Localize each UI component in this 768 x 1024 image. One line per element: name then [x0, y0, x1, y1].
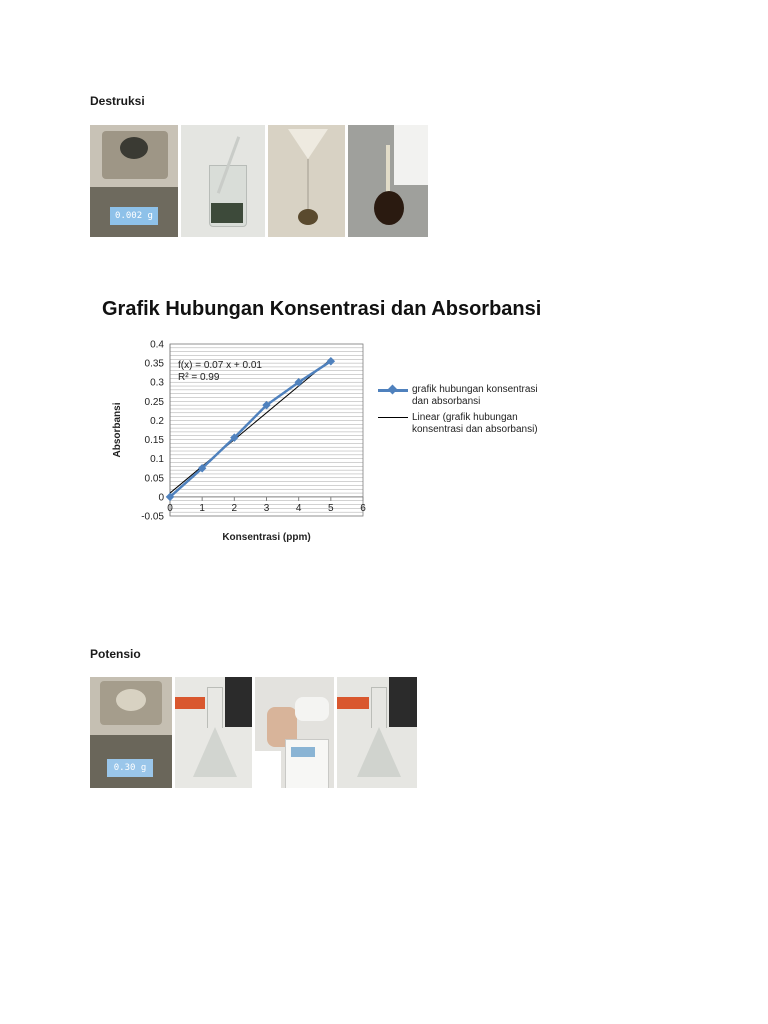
x-tick-label: 6: [360, 502, 366, 514]
photo-row-destruksi: [90, 125, 428, 237]
y-tick-label: 0.05: [144, 473, 164, 485]
y-tick-label: 0: [158, 492, 164, 504]
photo-erlenmeyer-flask-2: [337, 677, 417, 788]
chart-legend: [378, 384, 542, 440]
absorbance-chart: [100, 330, 370, 550]
y-tick-label: 0.25: [144, 396, 164, 408]
y-axis-label: Absorbansi: [112, 402, 123, 458]
legend-label-series: grafik hubungan konsentrasi dan absorbansi: [412, 384, 538, 407]
regression-annotation: f(x) = 0.07 x + 0.01: [178, 360, 262, 371]
photo-erlenmeyer-flask: [175, 677, 252, 788]
y-tick-label: 0.1: [150, 454, 164, 466]
x-tick-label: 5: [328, 502, 334, 514]
x-axis-label: Konsentrasi (ppm): [222, 532, 311, 543]
y-tick-label: 0.15: [144, 435, 164, 447]
y-tick-label: 0.3: [150, 377, 164, 389]
x-tick-label: 2: [231, 502, 238, 514]
legend-marker-series: [378, 384, 408, 396]
photo-analytical-balance: [90, 125, 178, 237]
x-tick-label: 3: [263, 502, 270, 514]
photo-ph-meter: [255, 677, 334, 788]
legend-marker-trendline: [378, 412, 408, 424]
balance-display-2: 0.30 g: [107, 759, 153, 777]
photo-funnel-filtering: [268, 125, 345, 237]
legend-label-trendline: Linear (grafik hubungan konsentrasi dan absorbansi): [412, 412, 538, 435]
balance-display: 0.002 g: [110, 207, 158, 225]
chart-title: Grafik Hubungan Konsentrasi dan Absorbansi: [102, 298, 542, 320]
x-tick-label: 0: [167, 502, 173, 514]
regression-annotation: R² = 0.99: [178, 372, 220, 383]
x-tick-label: 4: [295, 502, 302, 514]
legend-item-trendline: [378, 412, 542, 436]
legend-item-series: [378, 384, 542, 408]
y-tick-label: 0.2: [150, 415, 164, 427]
photo-beaker-sample: [181, 125, 265, 237]
y-tick-label: 0.35: [144, 358, 164, 370]
y-tick-label: -0.05: [141, 511, 164, 523]
photo-analytical-balance-2: [90, 677, 172, 788]
section-heading-destruksi: Destruksi: [90, 94, 145, 108]
section-heading-potensio: Potensio: [90, 647, 141, 661]
x-tick-label: 1: [199, 502, 205, 514]
photo-volumetric-flask: [348, 125, 428, 237]
photo-row-potensio: [90, 677, 417, 788]
y-tick-label: 0.4: [150, 339, 164, 351]
